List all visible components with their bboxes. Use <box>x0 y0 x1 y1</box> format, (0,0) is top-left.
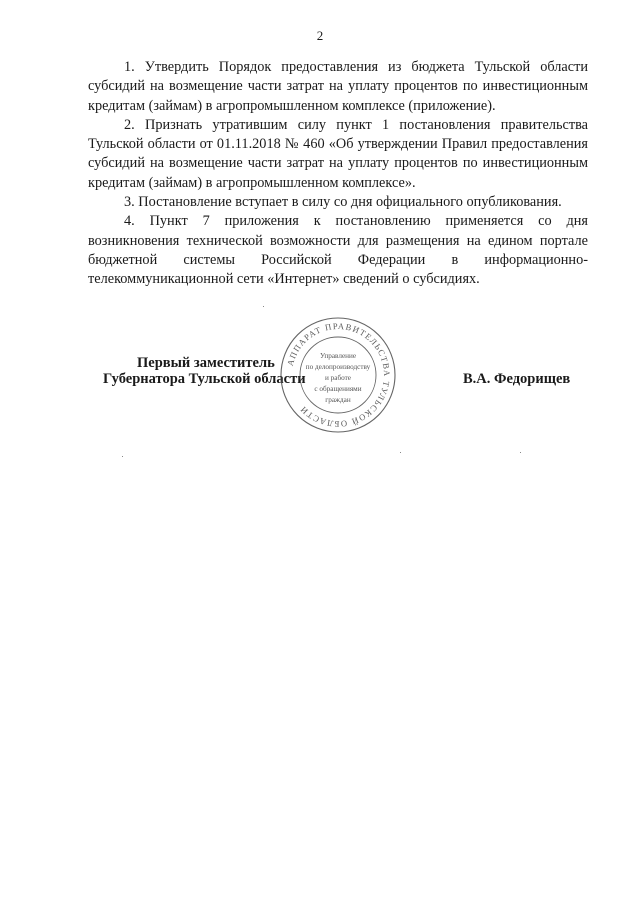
paragraph-2: 2. Признать утратившим силу пункт 1 постановления правительства Тульской области от 01.11.2018 № 460 «Об утверждении Правил предоставления субсидий на возмещение части затрат на уплату процентов по инвестиционным кредитам (займам) в агропромышленном комплексе». <box>88 116 588 191</box>
paragraph-3: 3. Постановление вступает в силу со дня официального опубликования. <box>124 194 562 211</box>
paragraph-4: 4. Пункт 7 приложения к постановлению применяется со дня возникновения технической возможности для размещения на едином портале бюджетной системы Российской Федерации в информационно-телекоммуникационной сети «Интернет» сведений о субсидиях. <box>88 213 588 288</box>
seal-ring-text: АППАРАТ ПРАВИТЕЛЬСТВА ТУЛЬСКОЙ ОБЛАСТИ <box>284 320 393 430</box>
seal-center-line-5: граждан <box>325 396 351 404</box>
document-body <box>88 58 588 290</box>
signatory-title-line-1: Первый заместитель <box>137 355 275 371</box>
official-seal-stamp <box>279 316 397 434</box>
scan-speck <box>122 456 123 457</box>
signatory-title-line-2: Губернатора Тульской области <box>103 371 306 387</box>
seal-center-text <box>306 352 371 404</box>
scan-speck <box>263 306 264 307</box>
seal-center-line-4: с обращениями <box>314 385 362 393</box>
seal-center-line-2: по делопроизводству <box>305 363 371 371</box>
scan-speck <box>520 452 521 453</box>
seal-center-line-3: и работе <box>325 374 351 382</box>
paragraph-1: 1. Утвердить Порядок предоставления из бюджета Тульской области субсидий на возмещение части затрат на уплату процентов по инвестиционным кредитам (займам) в агропромышленном комплексе (приложение). <box>88 59 588 114</box>
seal-center-line-1: Управление <box>319 352 357 360</box>
scan-speck <box>400 452 401 453</box>
signatory-name: В.А. Федорищев <box>463 371 571 387</box>
page-number: 2 <box>316 28 324 43</box>
